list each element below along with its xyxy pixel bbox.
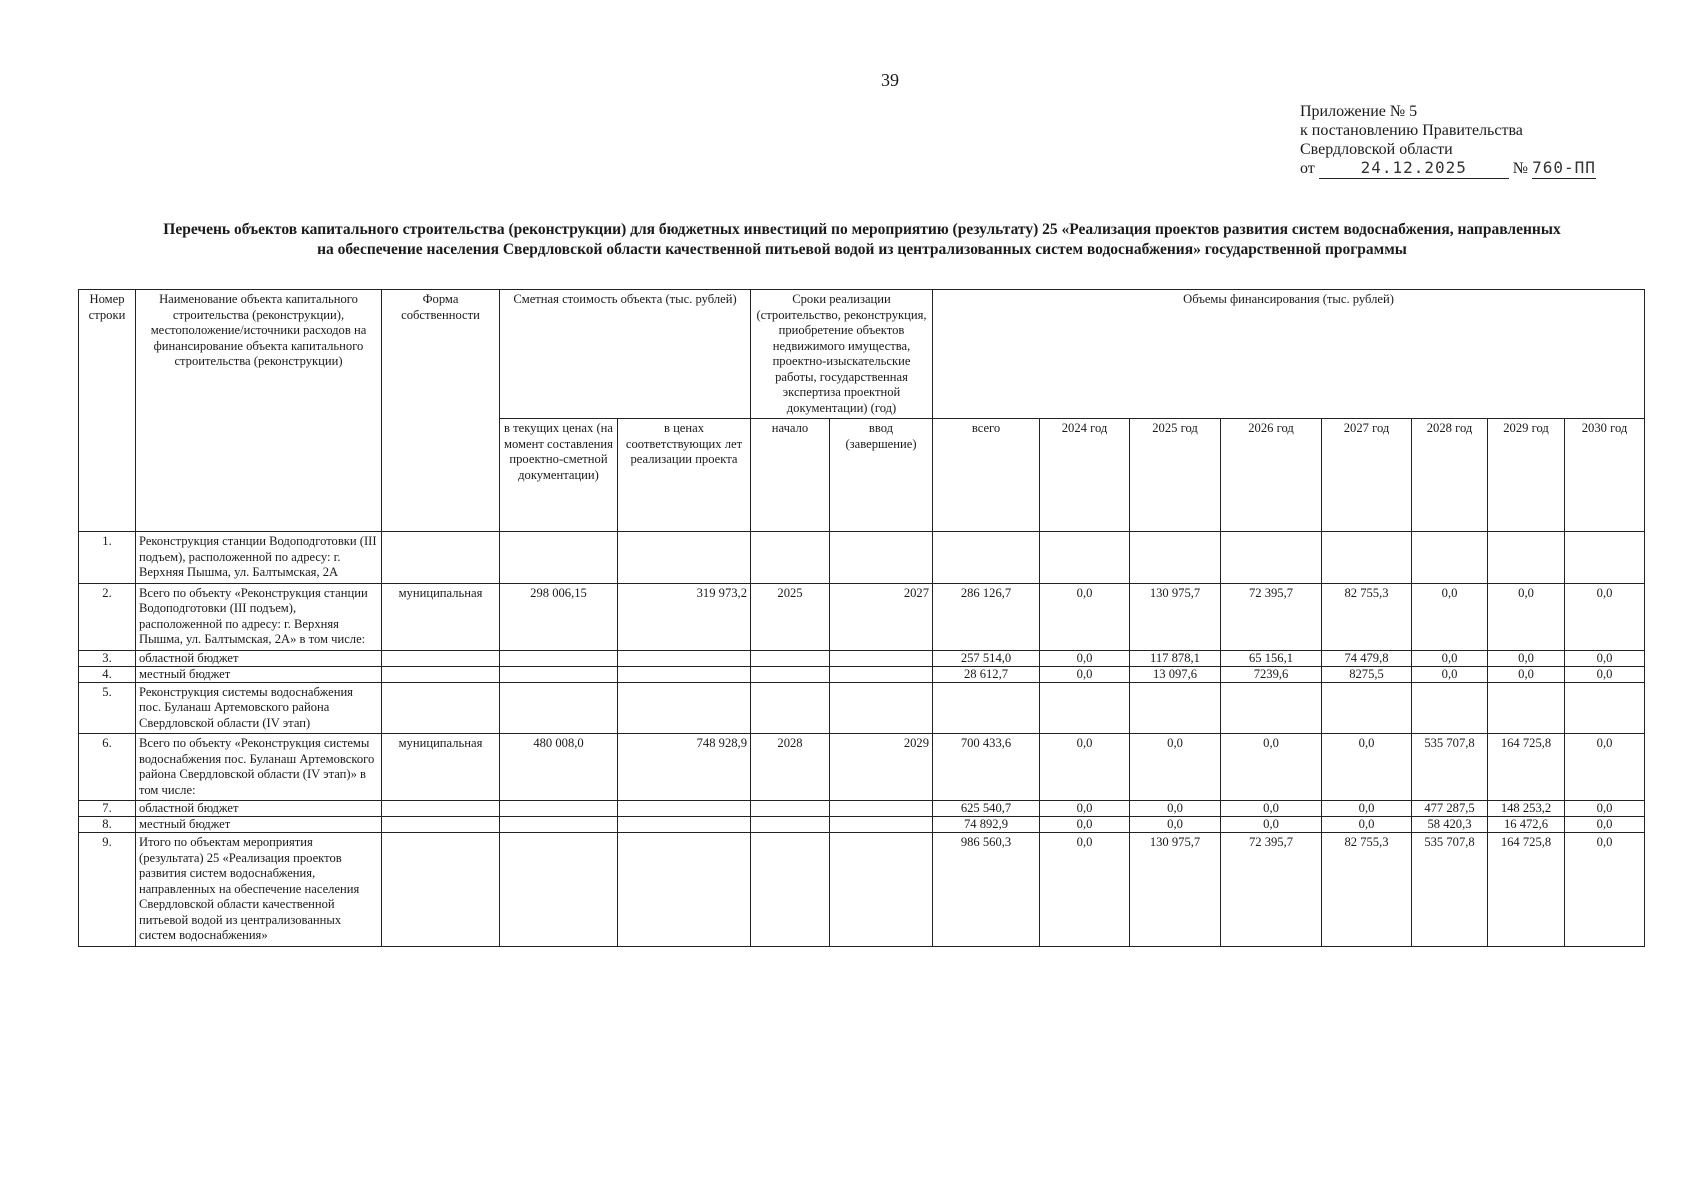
appendix-region-line: Свердловской области [1300, 141, 1453, 158]
cost-current-cell [500, 666, 618, 682]
y2026-cell: 0,0 [1221, 801, 1322, 817]
cost-current-cell: 480 008,0 [500, 734, 618, 801]
resolution-date: 24.12.2025 [1319, 160, 1509, 179]
table-row [79, 817, 1645, 833]
cost-years-cell [618, 532, 751, 584]
cost-years-cell: 748 928,9 [618, 734, 751, 801]
table-row [79, 801, 1645, 817]
cost-current-cell [500, 532, 618, 584]
y2024-cell [1040, 532, 1130, 584]
y2028-cell [1412, 532, 1488, 584]
header-ownership: Форма собственности [382, 290, 500, 532]
cost-years-cell [618, 682, 751, 734]
y2027-cell: 82 755,3 [1322, 583, 1412, 650]
y2026-cell: 72 395,7 [1221, 583, 1322, 650]
total-cell [933, 532, 1040, 584]
cost-current-cell [500, 682, 618, 734]
y2028-cell: 58 420,3 [1412, 817, 1488, 833]
title-line-1: Перечень объектов капитального строительства (реконструкции) для бюджетных инвестиций по мероприятию (результату) 25 «Реализация проектов развития систем водоснабжения, направленных [163, 221, 1561, 238]
y2024-cell: 0,0 [1040, 817, 1130, 833]
y2026-cell: 72 395,7 [1221, 833, 1322, 947]
object-name: Реконструкция станции Водоподготовки (III подъем), расположенной по адресу: г. Верхняя Пышма, ул. Балтымская, 2А [136, 532, 382, 584]
end-cell [830, 817, 933, 833]
cost-current-cell [500, 817, 618, 833]
cost-years-cell [618, 650, 751, 666]
end-cell [830, 650, 933, 666]
y2030-cell: 0,0 [1565, 650, 1645, 666]
y2030-cell [1565, 682, 1645, 734]
header-estimated-cost: Сметная стоимость объекта (тыс. рублей) [500, 290, 751, 419]
y2024-cell: 0,0 [1040, 583, 1130, 650]
cost-current-cell [500, 801, 618, 817]
y2025-cell: 117 878,1 [1130, 650, 1221, 666]
y2028-cell: 0,0 [1412, 583, 1488, 650]
cost-current-cell: 298 006,15 [500, 583, 618, 650]
capital-objects-table [78, 289, 1645, 947]
total-cell: 625 540,7 [933, 801, 1040, 817]
y2025-cell [1130, 682, 1221, 734]
object-name: областной бюджет [136, 650, 382, 666]
object-name: Всего по объекту «Реконструкция системы водоснабжения пос. Буланаш Артемовского района Свердловской области (IV этап)» в том числе: [136, 734, 382, 801]
header-financing: Объемы финансирования (тыс. рублей) [933, 290, 1645, 419]
y2030-cell: 0,0 [1565, 734, 1645, 801]
ownership-cell [382, 801, 500, 817]
y2030-cell: 0,0 [1565, 801, 1645, 817]
y2024-cell [1040, 682, 1130, 734]
row-number: 9. [79, 833, 136, 947]
y2025-cell: 13 097,6 [1130, 666, 1221, 682]
resolution-number: 760-ПП [1532, 158, 1596, 177]
y2029-cell [1488, 682, 1565, 734]
y2025-cell [1130, 532, 1221, 584]
end-cell [830, 833, 933, 947]
row-number: 4. [79, 666, 136, 682]
end-cell: 2027 [830, 583, 933, 650]
title-line-2: на обеспечение населения Свердловской области качественной питьевой водой из централизованных систем водоснабжения» государственной программы [317, 241, 1407, 258]
object-name: Реконструкция системы водоснабжения пос. Буланаш Артемовского района Свердловской области (IV этап) [136, 682, 382, 734]
ownership-cell [382, 682, 500, 734]
y2029-cell: 164 725,8 [1488, 734, 1565, 801]
y2030-cell: 0,0 [1565, 583, 1645, 650]
y2027-cell: 8275,5 [1322, 666, 1412, 682]
total-cell: 286 126,7 [933, 583, 1040, 650]
header-cost-current: в текущих ценах (на момент составления проектно-сметной документации) [500, 419, 618, 532]
total-cell: 257 514,0 [933, 650, 1040, 666]
y2024-cell: 0,0 [1040, 734, 1130, 801]
start-cell [751, 650, 830, 666]
y2029-cell: 16 472,6 [1488, 817, 1565, 833]
row-number: 5. [79, 682, 136, 734]
end-cell [830, 682, 933, 734]
end-cell [830, 666, 933, 682]
y2026-cell: 0,0 [1221, 817, 1322, 833]
appendix-block [1300, 102, 1596, 179]
y2030-cell: 0,0 [1565, 833, 1645, 947]
y2025-cell: 0,0 [1130, 817, 1221, 833]
header-end: ввод (завершение) [830, 419, 933, 532]
ownership-cell: муниципальная [382, 583, 500, 650]
cost-years-cell [618, 666, 751, 682]
table-row [79, 734, 1645, 801]
y2027-cell [1322, 532, 1412, 584]
row-number: 6. [79, 734, 136, 801]
cost-years-cell: 319 973,2 [618, 583, 751, 650]
total-cell: 74 892,9 [933, 817, 1040, 833]
header-2024: 2024 год [1040, 419, 1130, 532]
cost-current-cell [500, 650, 618, 666]
ownership-cell [382, 833, 500, 947]
start-cell [751, 666, 830, 682]
header-2028: 2028 год [1412, 419, 1488, 532]
table-row [79, 532, 1645, 584]
row-number: 8. [79, 817, 136, 833]
y2030-cell: 0,0 [1565, 666, 1645, 682]
y2027-cell: 0,0 [1322, 817, 1412, 833]
y2029-cell: 0,0 [1488, 650, 1565, 666]
total-cell: 28 612,7 [933, 666, 1040, 682]
y2029-cell [1488, 532, 1565, 584]
header-row-number: Номер строки [79, 290, 136, 532]
y2028-cell: 477 287,5 [1412, 801, 1488, 817]
y2028-cell: 0,0 [1412, 666, 1488, 682]
end-cell [830, 532, 933, 584]
header-cost-years: в ценах соответствующих лет реализации проекта [618, 419, 751, 532]
start-cell [751, 532, 830, 584]
ownership-cell [382, 666, 500, 682]
total-cell [933, 682, 1040, 734]
ownership-cell [382, 650, 500, 666]
object-name: Итого по объектам мероприятия (результата) 25 «Реализация проектов развития систем водоснабжения, направленных на обеспечение населения Свердловской области качественной питьевой водой из централизованных систем водоснабжения» [136, 833, 382, 947]
row-number: 3. [79, 650, 136, 666]
table-row [79, 583, 1645, 650]
y2029-cell: 0,0 [1488, 583, 1565, 650]
y2026-cell [1221, 532, 1322, 584]
y2025-cell: 0,0 [1130, 801, 1221, 817]
y2024-cell: 0,0 [1040, 650, 1130, 666]
object-name: местный бюджет [136, 817, 382, 833]
cost-years-cell [618, 801, 751, 817]
y2025-cell: 130 975,7 [1130, 583, 1221, 650]
ownership-cell [382, 817, 500, 833]
y2030-cell: 0,0 [1565, 817, 1645, 833]
row-number: 1. [79, 532, 136, 584]
start-cell [751, 817, 830, 833]
y2026-cell: 0,0 [1221, 734, 1322, 801]
page-number: 39 [881, 70, 899, 90]
total-cell: 700 433,6 [933, 734, 1040, 801]
header-2030: 2030 год [1565, 419, 1645, 532]
y2028-cell: 0,0 [1412, 650, 1488, 666]
row-number: 2. [79, 583, 136, 650]
y2027-cell: 74 479,8 [1322, 650, 1412, 666]
y2029-cell: 148 253,2 [1488, 801, 1565, 817]
total-cell: 986 560,3 [933, 833, 1040, 947]
header-2027: 2027 год [1322, 419, 1412, 532]
header-total: всего [933, 419, 1040, 532]
date-prefix: от [1300, 160, 1315, 177]
object-name: Всего по объекту «Реконструкция станции Водоподготовки (III подъем), расположенной по адресу: г. Верхняя Пышма, ул. Балтымская, 2А» в том числе: [136, 583, 382, 650]
table-row [79, 682, 1645, 734]
y2027-cell: 0,0 [1322, 801, 1412, 817]
header-terms: Сроки реализации (строительство, реконструкция, приобретение объектов недвижимого имущества, проектно-изыскательские работы, государственная экспертиза проектной документации) (год) [751, 290, 933, 419]
y2029-cell: 164 725,8 [1488, 833, 1565, 947]
appendix-date-row [1300, 159, 1596, 179]
y2024-cell: 0,0 [1040, 801, 1130, 817]
y2026-cell: 65 156,1 [1221, 650, 1322, 666]
y2029-cell: 0,0 [1488, 666, 1565, 682]
start-cell [751, 801, 830, 817]
end-cell: 2029 [830, 734, 933, 801]
object-name: местный бюджет [136, 666, 382, 682]
y2027-cell [1322, 682, 1412, 734]
y2027-cell: 0,0 [1322, 734, 1412, 801]
y2028-cell: 535 707,8 [1412, 833, 1488, 947]
header-object-name: Наименование объекта капитального строительства (реконструкции), местоположение/источники расходов на финансирование объекта капитального строительства (реконструкции) [136, 290, 382, 532]
table-row [79, 833, 1645, 947]
header-2025: 2025 год [1130, 419, 1221, 532]
ownership-cell [382, 532, 500, 584]
y2025-cell: 130 975,7 [1130, 833, 1221, 947]
cost-current-cell [500, 833, 618, 947]
cost-years-cell [618, 833, 751, 947]
y2024-cell: 0,0 [1040, 666, 1130, 682]
start-cell [751, 833, 830, 947]
ownership-cell: муниципальная [382, 734, 500, 801]
document-title [82, 220, 1642, 260]
appendix-title: Приложение № 5 [1300, 103, 1418, 120]
y2028-cell [1412, 682, 1488, 734]
table-row [79, 666, 1645, 682]
start-cell: 2025 [751, 583, 830, 650]
row-number: 7. [79, 801, 136, 817]
y2024-cell: 0,0 [1040, 833, 1130, 947]
object-name: областной бюджет [136, 801, 382, 817]
end-cell [830, 801, 933, 817]
y2030-cell [1565, 532, 1645, 584]
start-cell: 2028 [751, 734, 830, 801]
start-cell [751, 682, 830, 734]
header-2026: 2026 год [1221, 419, 1322, 532]
y2028-cell: 535 707,8 [1412, 734, 1488, 801]
header-2029: 2029 год [1488, 419, 1565, 532]
y2026-cell: 7239,6 [1221, 666, 1322, 682]
appendix-resolution-line: к постановлению Правительства [1300, 122, 1523, 139]
table-row [79, 650, 1645, 666]
number-prefix: № [1512, 160, 1529, 177]
header-start: начало [751, 419, 830, 532]
y2025-cell: 0,0 [1130, 734, 1221, 801]
y2026-cell [1221, 682, 1322, 734]
y2027-cell: 82 755,3 [1322, 833, 1412, 947]
cost-years-cell [618, 817, 751, 833]
